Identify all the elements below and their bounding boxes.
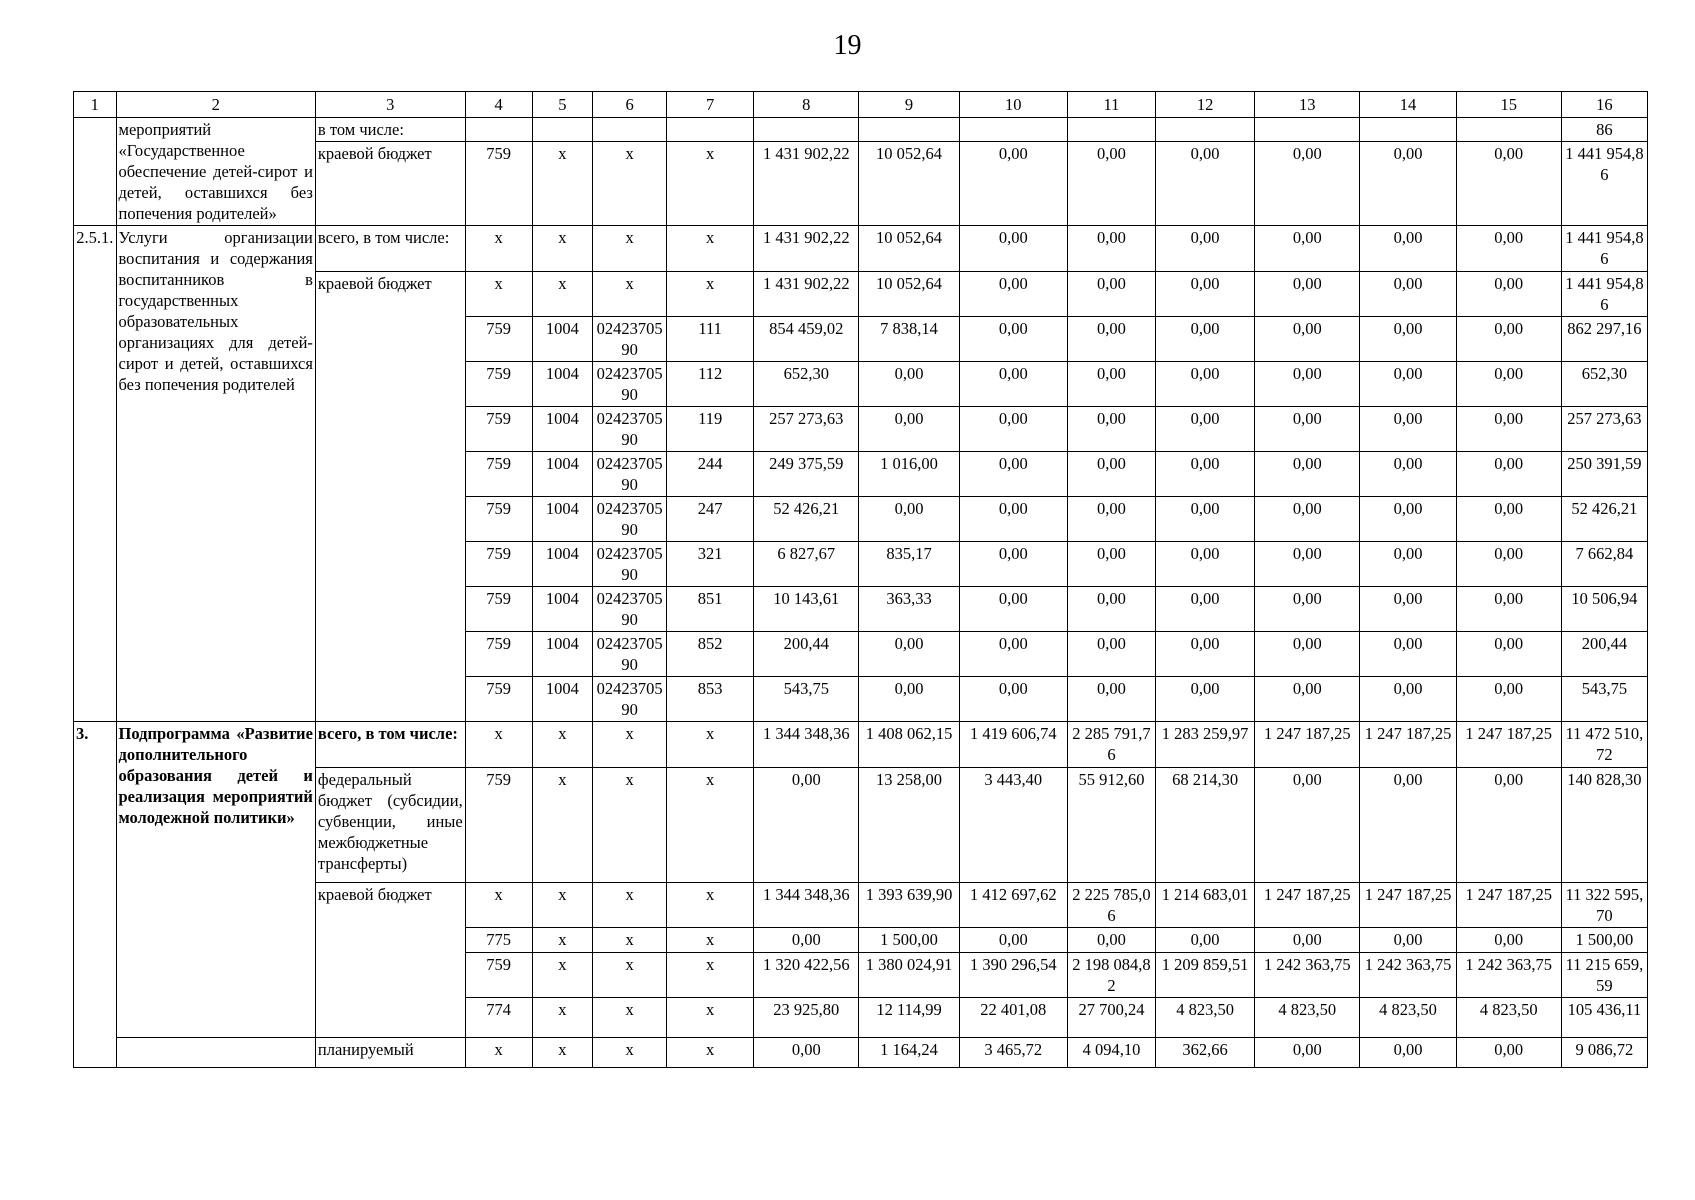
table-cell: 27 700,24 bbox=[1067, 998, 1155, 1038]
table-cell: 652,30 bbox=[1561, 362, 1647, 407]
table-cell: 0,00 bbox=[1067, 142, 1155, 226]
funding-source: планируемый bbox=[315, 1038, 465, 1068]
funding-source: всего, в том числе: bbox=[315, 722, 465, 768]
table-cell: 321 bbox=[667, 542, 754, 587]
table-cell bbox=[1067, 118, 1155, 142]
table-cell: 1 283 259,97 bbox=[1155, 722, 1254, 768]
table-cell: 1 441 954,86 bbox=[1561, 272, 1647, 317]
table-cell: 1 247 187,25 bbox=[1360, 722, 1456, 768]
table-row bbox=[74, 1038, 1648, 1068]
table-cell: 257 273,63 bbox=[754, 407, 859, 452]
table-cell: 0,00 bbox=[1255, 1038, 1360, 1068]
table-cell: х bbox=[465, 272, 532, 317]
table-cell: 2 225 785,06 bbox=[1067, 883, 1155, 928]
column-header-13: 13 bbox=[1255, 92, 1360, 118]
table-cell: 0,00 bbox=[859, 632, 959, 677]
table-cell: х bbox=[465, 1038, 532, 1068]
table-cell: 759 bbox=[465, 587, 532, 632]
table-cell: 0,00 bbox=[1456, 317, 1561, 362]
table-cell: 1 431 902,22 bbox=[754, 272, 859, 317]
table-cell: х bbox=[532, 928, 593, 953]
column-header-2: 2 bbox=[116, 92, 315, 118]
table-cell: 200,44 bbox=[754, 632, 859, 677]
table-cell: 0,00 bbox=[959, 497, 1067, 542]
table-cell: 0,00 bbox=[1067, 928, 1155, 953]
table-row bbox=[74, 92, 1648, 118]
table-cell: 10 052,64 bbox=[859, 142, 959, 226]
table-cell: 247 bbox=[667, 497, 754, 542]
column-header-1: 1 bbox=[74, 92, 117, 118]
table-cell: 1 242 363,75 bbox=[1360, 953, 1456, 998]
table-cell: 0242370590 bbox=[593, 587, 667, 632]
table-cell: х bbox=[532, 272, 593, 317]
table-cell: х bbox=[593, 226, 667, 272]
table-cell: 0,00 bbox=[754, 768, 859, 883]
table-cell: 0,00 bbox=[959, 587, 1067, 632]
table-cell: 0,00 bbox=[1155, 542, 1254, 587]
table-cell: 0,00 bbox=[1360, 677, 1456, 722]
table-cell: 1 209 859,51 bbox=[1155, 953, 1254, 998]
table-cell: 775 bbox=[465, 928, 532, 953]
table-cell: 1 390 296,54 bbox=[959, 953, 1067, 998]
table-cell: 1 380 024,91 bbox=[859, 953, 959, 998]
table-cell: х bbox=[532, 768, 593, 883]
table-cell: 759 bbox=[465, 142, 532, 226]
table-cell: 0,00 bbox=[1067, 362, 1155, 407]
table-cell: 0,00 bbox=[1360, 632, 1456, 677]
table-cell: 0,00 bbox=[1456, 407, 1561, 452]
table-cell: 0,00 bbox=[1155, 497, 1254, 542]
table-cell: 652,30 bbox=[754, 362, 859, 407]
table-cell: 1 247 187,25 bbox=[1255, 883, 1360, 928]
table-cell: 0,00 bbox=[754, 1038, 859, 1068]
table-cell: 0,00 bbox=[1255, 587, 1360, 632]
table-cell: 13 258,00 bbox=[859, 768, 959, 883]
table-cell: 0,00 bbox=[1155, 452, 1254, 497]
table-cell bbox=[116, 1038, 315, 1068]
table-cell: 0,00 bbox=[959, 407, 1067, 452]
table-cell: 11 215 659,59 bbox=[1561, 953, 1647, 998]
table-cell: 835,17 bbox=[859, 542, 959, 587]
table-cell: 3 443,40 bbox=[959, 768, 1067, 883]
table-body bbox=[74, 92, 1648, 1068]
table-cell: 2 198 084,82 bbox=[1067, 953, 1155, 998]
table-cell bbox=[1155, 118, 1254, 142]
table-row bbox=[74, 226, 1648, 272]
table-cell: 0,00 bbox=[1067, 587, 1155, 632]
table-cell: 0,00 bbox=[1067, 226, 1155, 272]
table-cell: 0,00 bbox=[1255, 226, 1360, 272]
table-cell: 0,00 bbox=[1067, 497, 1155, 542]
table-cell: 1 408 062,15 bbox=[859, 722, 959, 768]
table-cell: 1 164,24 bbox=[859, 1038, 959, 1068]
table-cell: х bbox=[532, 142, 593, 226]
table-cell: 140 828,30 bbox=[1561, 768, 1647, 883]
table-cell: х bbox=[532, 953, 593, 998]
table-cell: 0,00 bbox=[1456, 768, 1561, 883]
table-cell: 0,00 bbox=[959, 226, 1067, 272]
table-cell: 1004 bbox=[532, 407, 593, 452]
table-cell: 759 bbox=[465, 768, 532, 883]
table-cell: х bbox=[667, 226, 754, 272]
table-cell: 759 bbox=[465, 317, 532, 362]
column-header-6: 6 bbox=[593, 92, 667, 118]
table-cell: х bbox=[532, 883, 593, 928]
column-header-4: 4 bbox=[465, 92, 532, 118]
table-cell: 0,00 bbox=[1360, 928, 1456, 953]
table-cell: 1 441 954,86 bbox=[1561, 226, 1647, 272]
table-cell: 55 912,60 bbox=[1067, 768, 1155, 883]
table-cell: х bbox=[667, 768, 754, 883]
table-cell: х bbox=[667, 953, 754, 998]
table-cell: 1 393 639,90 bbox=[859, 883, 959, 928]
row-number bbox=[74, 118, 117, 226]
table-cell: 362,66 bbox=[1155, 1038, 1254, 1068]
table-cell: х bbox=[532, 722, 593, 768]
table-cell bbox=[859, 118, 959, 142]
table-cell: 774 bbox=[465, 998, 532, 1038]
table-cell: 0242370590 bbox=[593, 452, 667, 497]
table-cell: 22 401,08 bbox=[959, 998, 1067, 1038]
table-cell: 257 273,63 bbox=[1561, 407, 1647, 452]
table-cell: 10 506,94 bbox=[1561, 587, 1647, 632]
table-cell: 11 472 510,72 bbox=[1561, 722, 1647, 768]
table-cell: 0,00 bbox=[1155, 632, 1254, 677]
table-cell: 3 465,72 bbox=[959, 1038, 1067, 1068]
table-cell: 1004 bbox=[532, 452, 593, 497]
table-cell: 119 bbox=[667, 407, 754, 452]
table-cell: 1 419 606,74 bbox=[959, 722, 1067, 768]
table-cell: х bbox=[465, 226, 532, 272]
table-cell: х bbox=[593, 142, 667, 226]
table-cell: 0,00 bbox=[959, 272, 1067, 317]
table-cell: 759 bbox=[465, 407, 532, 452]
table-cell: х bbox=[465, 883, 532, 928]
table-cell bbox=[465, 118, 532, 142]
measure-name: Услуги организации воспитания и содержания воспитанников в государственных образовательных организациях для детей-сирот и детей, оставшихся без попечения родителей bbox=[116, 226, 315, 722]
table-cell: 543,75 bbox=[754, 677, 859, 722]
table-cell: х bbox=[532, 998, 593, 1038]
table-cell bbox=[593, 118, 667, 142]
subprogram-name: Подпрограмма «Развитие дополнительного образования детей и реализация мероприятий молодежной политики» bbox=[116, 722, 315, 1038]
table-cell: х bbox=[532, 226, 593, 272]
table-cell: 0,00 bbox=[1067, 542, 1155, 587]
table-cell: 1 500,00 bbox=[1561, 928, 1647, 953]
table-cell: 4 823,50 bbox=[1456, 998, 1561, 1038]
table-cell: х bbox=[593, 998, 667, 1038]
table-cell: 0,00 bbox=[959, 317, 1067, 362]
table-cell: 4 823,50 bbox=[1360, 998, 1456, 1038]
table-cell bbox=[667, 118, 754, 142]
table-cell: 1 431 902,22 bbox=[754, 226, 859, 272]
table-cell: х bbox=[593, 883, 667, 928]
table-cell: 1 344 348,36 bbox=[754, 722, 859, 768]
table-cell: х bbox=[593, 272, 667, 317]
table-cell: 0242370590 bbox=[593, 362, 667, 407]
table-cell: 1 242 363,75 bbox=[1456, 953, 1561, 998]
funding-source: краевой бюджет bbox=[315, 142, 465, 226]
table-cell: 0,00 bbox=[1155, 142, 1254, 226]
table-cell: 854 459,02 bbox=[754, 317, 859, 362]
measure-name: мероприятий «Государственное обеспечение детей-сирот и детей, оставшихся без попечения родителей» bbox=[116, 118, 315, 226]
table-cell: 0,00 bbox=[1067, 272, 1155, 317]
table-cell: 0,00 bbox=[1155, 407, 1254, 452]
table-cell bbox=[1360, 118, 1456, 142]
column-header-9: 9 bbox=[859, 92, 959, 118]
table-cell: х bbox=[667, 883, 754, 928]
table-cell: 0,00 bbox=[1067, 452, 1155, 497]
table-cell: х bbox=[593, 1038, 667, 1068]
table-cell: 0,00 bbox=[1360, 407, 1456, 452]
table-cell: х bbox=[667, 928, 754, 953]
table-cell: 1004 bbox=[532, 542, 593, 587]
table-cell: 0,00 bbox=[1360, 587, 1456, 632]
table-cell: 4 823,50 bbox=[1155, 998, 1254, 1038]
table-cell: 0,00 bbox=[1255, 928, 1360, 953]
table-cell: 0,00 bbox=[859, 497, 959, 542]
table-cell: х bbox=[667, 722, 754, 768]
table-cell: 0,00 bbox=[1456, 362, 1561, 407]
table-cell: 0,00 bbox=[1456, 226, 1561, 272]
table-cell: 105 436,11 bbox=[1561, 998, 1647, 1038]
table-cell: 0,00 bbox=[959, 142, 1067, 226]
table-row bbox=[74, 118, 1648, 142]
table-cell: х bbox=[667, 998, 754, 1038]
column-header-3: 3 bbox=[315, 92, 465, 118]
table-cell: 1 016,00 bbox=[859, 452, 959, 497]
table-cell: 0,00 bbox=[1360, 272, 1456, 317]
table-cell bbox=[754, 118, 859, 142]
table-cell: 0,00 bbox=[1360, 226, 1456, 272]
table-cell bbox=[532, 118, 593, 142]
table-cell: 4 094,10 bbox=[1067, 1038, 1155, 1068]
table-cell: 1 412 697,62 bbox=[959, 883, 1067, 928]
table-cell: 249 375,59 bbox=[754, 452, 859, 497]
table-cell: 0,00 bbox=[1255, 142, 1360, 226]
table-cell: 112 bbox=[667, 362, 754, 407]
table-cell: 0,00 bbox=[1155, 587, 1254, 632]
table-cell: 0,00 bbox=[1360, 362, 1456, 407]
table-cell: 0,00 bbox=[1155, 677, 1254, 722]
table-cell: 1004 bbox=[532, 632, 593, 677]
table-cell: 0,00 bbox=[1456, 587, 1561, 632]
table-cell: х bbox=[593, 768, 667, 883]
table-cell: 0,00 bbox=[959, 632, 1067, 677]
table-cell: 759 bbox=[465, 632, 532, 677]
table-cell: 0,00 bbox=[1456, 497, 1561, 542]
table-cell: 0,00 bbox=[859, 677, 959, 722]
funding-source: в том числе: bbox=[315, 118, 465, 142]
table-cell: 1 247 187,25 bbox=[1456, 722, 1561, 768]
table-cell: 0,00 bbox=[1255, 407, 1360, 452]
table-cell: 0,00 bbox=[1067, 317, 1155, 362]
table-cell: х bbox=[593, 928, 667, 953]
table-cell: 9 086,72 bbox=[1561, 1038, 1647, 1068]
table-cell: 0,00 bbox=[1067, 677, 1155, 722]
table-cell: 0,00 bbox=[1360, 542, 1456, 587]
table-cell: 0,00 bbox=[959, 677, 1067, 722]
column-header-10: 10 bbox=[959, 92, 1067, 118]
table-cell: 1 441 954,86 bbox=[1561, 142, 1647, 226]
row-number: 3. bbox=[74, 722, 117, 1068]
table-cell: 0,00 bbox=[1456, 677, 1561, 722]
table-cell: 7 838,14 bbox=[859, 317, 959, 362]
table-cell: 1004 bbox=[532, 362, 593, 407]
table-cell: 23 925,80 bbox=[754, 998, 859, 1038]
column-header-8: 8 bbox=[754, 92, 859, 118]
table-cell: 4 823,50 bbox=[1255, 998, 1360, 1038]
table-cell: 68 214,30 bbox=[1155, 768, 1254, 883]
table-cell: 0,00 bbox=[1360, 317, 1456, 362]
table-cell: 0,00 bbox=[1456, 1038, 1561, 1068]
table-cell: 0,00 bbox=[1456, 142, 1561, 226]
table-cell: 862 297,16 bbox=[1561, 317, 1647, 362]
table-cell: 0,00 bbox=[1255, 272, 1360, 317]
table-cell: 1 431 902,22 bbox=[754, 142, 859, 226]
table-cell: 759 bbox=[465, 497, 532, 542]
table-cell: 0,00 bbox=[1155, 272, 1254, 317]
table-cell: 0,00 bbox=[1255, 768, 1360, 883]
table-cell: 0,00 bbox=[959, 362, 1067, 407]
column-header-14: 14 bbox=[1360, 92, 1456, 118]
table-cell: 543,75 bbox=[1561, 677, 1647, 722]
table-cell: 0,00 bbox=[1456, 632, 1561, 677]
table-cell bbox=[959, 118, 1067, 142]
table-cell: 10 052,64 bbox=[859, 272, 959, 317]
table-cell: 1 247 187,25 bbox=[1255, 722, 1360, 768]
table-row bbox=[74, 722, 1648, 768]
table-cell: 11 322 595,70 bbox=[1561, 883, 1647, 928]
table-cell bbox=[1255, 118, 1360, 142]
table-cell: 1 344 348,36 bbox=[754, 883, 859, 928]
table-cell: х bbox=[667, 142, 754, 226]
table-cell: х bbox=[465, 722, 532, 768]
funding-source: всего, в том числе: bbox=[315, 226, 465, 272]
table-cell: 10 052,64 bbox=[859, 226, 959, 272]
table-cell: 111 bbox=[667, 317, 754, 362]
table-cell: 0,00 bbox=[1255, 677, 1360, 722]
column-header-12: 12 bbox=[1155, 92, 1254, 118]
table-cell: 0,00 bbox=[1067, 407, 1155, 452]
column-header-11: 11 bbox=[1067, 92, 1155, 118]
table-cell: 0,00 bbox=[1456, 928, 1561, 953]
table-cell: 0,00 bbox=[1255, 542, 1360, 587]
table-cell: 0242370590 bbox=[593, 542, 667, 587]
table-cell: 0,00 bbox=[1456, 452, 1561, 497]
table-cell: 0,00 bbox=[1067, 632, 1155, 677]
table-cell: 0,00 bbox=[1255, 632, 1360, 677]
table-cell: 52 426,21 bbox=[1561, 497, 1647, 542]
table-cell: 1 247 187,25 bbox=[1456, 883, 1561, 928]
table-cell: 0,00 bbox=[1360, 142, 1456, 226]
table-cell: 1 500,00 bbox=[859, 928, 959, 953]
table-cell: 52 426,21 bbox=[754, 497, 859, 542]
table-cell: х bbox=[667, 272, 754, 317]
table-cell: 1 242 363,75 bbox=[1255, 953, 1360, 998]
table-cell: 0,00 bbox=[1360, 768, 1456, 883]
table-cell: 0,00 bbox=[1360, 497, 1456, 542]
budget-table bbox=[73, 91, 1648, 1068]
table-cell: 0,00 bbox=[1155, 928, 1254, 953]
column-header-5: 5 bbox=[532, 92, 593, 118]
table-cell: 759 bbox=[465, 953, 532, 998]
table-cell bbox=[1456, 118, 1561, 142]
table-cell: 852 bbox=[667, 632, 754, 677]
table-cell: 0,00 bbox=[959, 452, 1067, 497]
table-cell: 0,00 bbox=[1360, 1038, 1456, 1068]
table-cell: 0,00 bbox=[959, 928, 1067, 953]
table-cell: 851 bbox=[667, 587, 754, 632]
table-cell: 0,00 bbox=[1255, 317, 1360, 362]
funding-source: краевой бюджет bbox=[315, 883, 465, 1038]
table-cell: 0,00 bbox=[1155, 317, 1254, 362]
table-cell: 759 bbox=[465, 677, 532, 722]
table-cell: 0,00 bbox=[1155, 362, 1254, 407]
table-cell: 0242370590 bbox=[593, 407, 667, 452]
table-cell: 0,00 bbox=[754, 928, 859, 953]
table-cell: 1 320 422,56 bbox=[754, 953, 859, 998]
table-cell: 0242370590 bbox=[593, 677, 667, 722]
table-cell: 1004 bbox=[532, 497, 593, 542]
table-cell: 1 214 683,01 bbox=[1155, 883, 1254, 928]
page-number: 19 bbox=[833, 30, 862, 61]
table-cell: 0,00 bbox=[1456, 272, 1561, 317]
funding-source: краевой бюджет bbox=[315, 272, 465, 722]
row-number: 2.5.1. bbox=[74, 226, 117, 722]
table-cell: 0,00 bbox=[859, 362, 959, 407]
table-cell: х bbox=[593, 722, 667, 768]
table-cell: 0,00 bbox=[1155, 226, 1254, 272]
table-cell: 200,44 bbox=[1561, 632, 1647, 677]
table-cell: 0,00 bbox=[1255, 497, 1360, 542]
table-cell: 0,00 bbox=[859, 407, 959, 452]
table-cell: 363,33 bbox=[859, 587, 959, 632]
table-cell: 759 bbox=[465, 542, 532, 587]
table-cell: 0,00 bbox=[959, 542, 1067, 587]
column-header-16: 16 bbox=[1561, 92, 1647, 118]
table-cell: 12 114,99 bbox=[859, 998, 959, 1038]
table-cell: х bbox=[593, 953, 667, 998]
table-cell: 0,00 bbox=[1255, 452, 1360, 497]
table-cell: 2 285 791,76 bbox=[1067, 722, 1155, 768]
table-cell: 1004 bbox=[532, 677, 593, 722]
table-cell: 86 bbox=[1561, 118, 1647, 142]
table-cell: 0242370590 bbox=[593, 632, 667, 677]
table-cell: 10 143,61 bbox=[754, 587, 859, 632]
table-cell: 0,00 bbox=[1360, 452, 1456, 497]
table-cell: 1004 bbox=[532, 317, 593, 362]
table-cell: 6 827,67 bbox=[754, 542, 859, 587]
table-cell: 0242370590 bbox=[593, 497, 667, 542]
column-header-15: 15 bbox=[1456, 92, 1561, 118]
table-cell: 0,00 bbox=[1456, 542, 1561, 587]
funding-source: федеральный бюджет (субсидии, субвенции, иные межбюджетные трансферты) bbox=[315, 768, 465, 883]
table-cell: 244 bbox=[667, 452, 754, 497]
table-cell: х bbox=[667, 1038, 754, 1068]
table-cell: 250 391,59 bbox=[1561, 452, 1647, 497]
table-cell: 7 662,84 bbox=[1561, 542, 1647, 587]
table-cell: 0242370590 bbox=[593, 317, 667, 362]
column-header-7: 7 bbox=[667, 92, 754, 118]
table-cell: х bbox=[532, 1038, 593, 1068]
table-cell: 1004 bbox=[532, 587, 593, 632]
table-cell: 0,00 bbox=[1255, 362, 1360, 407]
table-cell: 759 bbox=[465, 362, 532, 407]
table-cell: 853 bbox=[667, 677, 754, 722]
table-cell: 759 bbox=[465, 452, 532, 497]
table-cell: 1 247 187,25 bbox=[1360, 883, 1456, 928]
